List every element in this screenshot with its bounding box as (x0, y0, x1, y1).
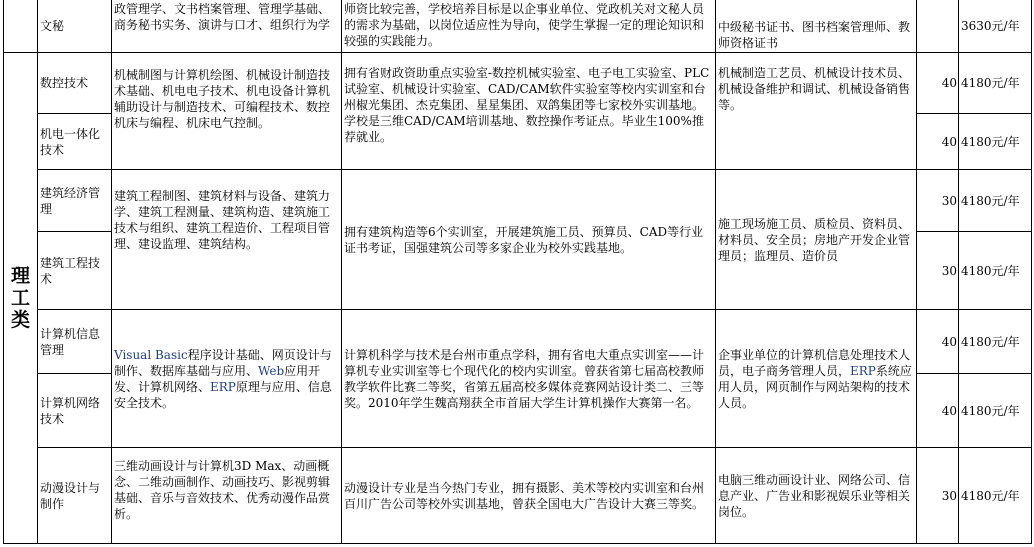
courses-text-web: Web (258, 363, 285, 378)
table-row (4, 310, 1032, 374)
plan-cell: 30 (917, 170, 959, 232)
features-cell: 拥有省财政资助重点实验室-数控机械实验室、电子电工实验室、PLC试验室、机械设计实验室、CAD/CAM软件实验室等校内实训室和台州椒光集团、杰克集团、星星集团、双鸽集团等七家校外实训基地。学校是三维CAD/CAM培训基地、数控操作考证点。毕业生100%推荐就业。 (342, 53, 716, 170)
category-label (4, 53, 38, 544)
table-row (4, 170, 1032, 232)
category-text: 理工类 (10, 265, 30, 331)
fee-cell: 4180元/年 (959, 170, 1032, 232)
fee-cell: 4180元/年 (959, 310, 1032, 374)
courses-text-vb: Visual Basic (114, 347, 188, 362)
courses-text-3: 原理与应用、信息安全技术。 (114, 379, 332, 410)
careers-text-erp: ERP (850, 363, 876, 378)
plan-cell: 40 (917, 114, 959, 170)
plan-cell (917, 0, 959, 53)
major-name: 计算机网络技术 (38, 374, 112, 448)
plan-cell: 30 (917, 232, 959, 310)
courses-cell: 建筑工程制图、建筑材料与设备、建筑力学、建筑工程测量、建筑构造、建筑施工技术与组织、建筑工程造价、工程项目管理、建设监理、建筑结构。 (112, 170, 342, 310)
careers-text-2: 系统应用人员，网页制作与网站架构的技术人员。 (718, 363, 912, 410)
category-cell-empty (4, 0, 38, 53)
fee-cell: 4180元/年 (959, 114, 1032, 170)
table-row (4, 0, 1032, 53)
features-cell: 师资比较完善，学校培养目标是以企事业单位、党政机关对文秘人员的需求为基础，以岗位适应性为导向，使学生掌握一定的理论知识和较强的实践能力。 (342, 0, 716, 53)
major-name: 建筑工程技术 (38, 232, 112, 310)
fee-cell: 3630元/年 (959, 0, 1032, 53)
plan-cell: 40 (917, 53, 959, 114)
courses-cell: 机械制图与计算机绘图、机械设计制造技术基础、机电电子技术、机电设备计算机辅助设计与制造技术、可编程技术、数控机床与编程、机床电气控制。 (112, 53, 342, 170)
fee-cell: 4180元/年 (959, 448, 1032, 544)
fee-cell: 4180元/年 (959, 53, 1032, 114)
careers-cell: 中级秘书证书、图书档案管理师、教师资格证书 (716, 0, 917, 53)
major-name: 机电一体化技术 (38, 114, 112, 170)
plan-cell: 30 (917, 448, 959, 544)
careers-text-1: 企事业单位的计算机信息处理技术人员，电子商务管理人员， (718, 347, 911, 378)
major-name: 数控技术 (38, 53, 112, 114)
courses-text-erp: ERP (210, 379, 236, 394)
fee-cell: 4180元/年 (959, 374, 1032, 448)
plan-cell: 40 (917, 374, 959, 448)
table-row (4, 53, 1032, 114)
courses-cell (112, 310, 342, 448)
features-cell: 拥有建筑构造等6个实训室，开展建筑施工员、预算员、CAD等行业证书考证，国强建筑公司等多家企业为校外实践基地。 (342, 170, 716, 310)
careers-cell: 机械制造工艺员、机械设计技术员、机械设备维护和调试、机械设备销售等。 (716, 53, 917, 170)
features-cell: 计算机科学与技术是台州市重点学科，拥有省电大重点实训室——计算机专业实训室等七个现代化的校内实训室。曾获省第七届高校教师教学软件比赛二等奖，省第五届高校多媒体竞赛网站设计类二、三等奖。2010年学生魏高翔获全市首届大学生计算机操作大赛第一名。 (342, 310, 716, 448)
major-name: 动漫设计与制作 (38, 448, 112, 544)
plan-cell: 40 (917, 310, 959, 374)
major-name: 建筑经济管理 (38, 170, 112, 232)
careers-cell (716, 310, 917, 448)
courses-cell: 三维动画设计与计算机3D Max、动画概念、二维动画制作、动画技巧、影视剪辑基础、音乐与音效技术、优秀动漫作品赏析。 (112, 448, 342, 544)
courses-cell: 政管理学、文书档案管理、管理学基础、商务秘书实务、演讲与口才、组织行为学 (112, 0, 342, 53)
careers-cell: 电脑三维动画设计业、网络公司、信息产业、广告业和影视娱乐业等相关岗位。 (716, 448, 917, 544)
careers-cell: 施工现场施工员、质检员、资料员、材料员、安全员；房地产开发企业管理员；监理员、造价员 (716, 170, 917, 310)
courses-text-2: 应用开发、计算机网络、 (114, 363, 321, 394)
table-row (4, 448, 1032, 544)
major-name: 文秘 (38, 0, 112, 53)
features-cell: 动漫设计专业是当今热门专业，拥有摄影、美术等校内实训室和台州百川广告公司等校外实训基地，曾获全国电大广告设计大赛三等奖。 (342, 448, 716, 544)
major-name: 计算机信息管理 (38, 310, 112, 374)
fee-cell: 4180元/年 (959, 232, 1032, 310)
courses-text-1: 程序设计基础、网页设计与制作、数据库基础与应用、 (114, 347, 332, 378)
enrollment-table (3, 0, 1032, 544)
